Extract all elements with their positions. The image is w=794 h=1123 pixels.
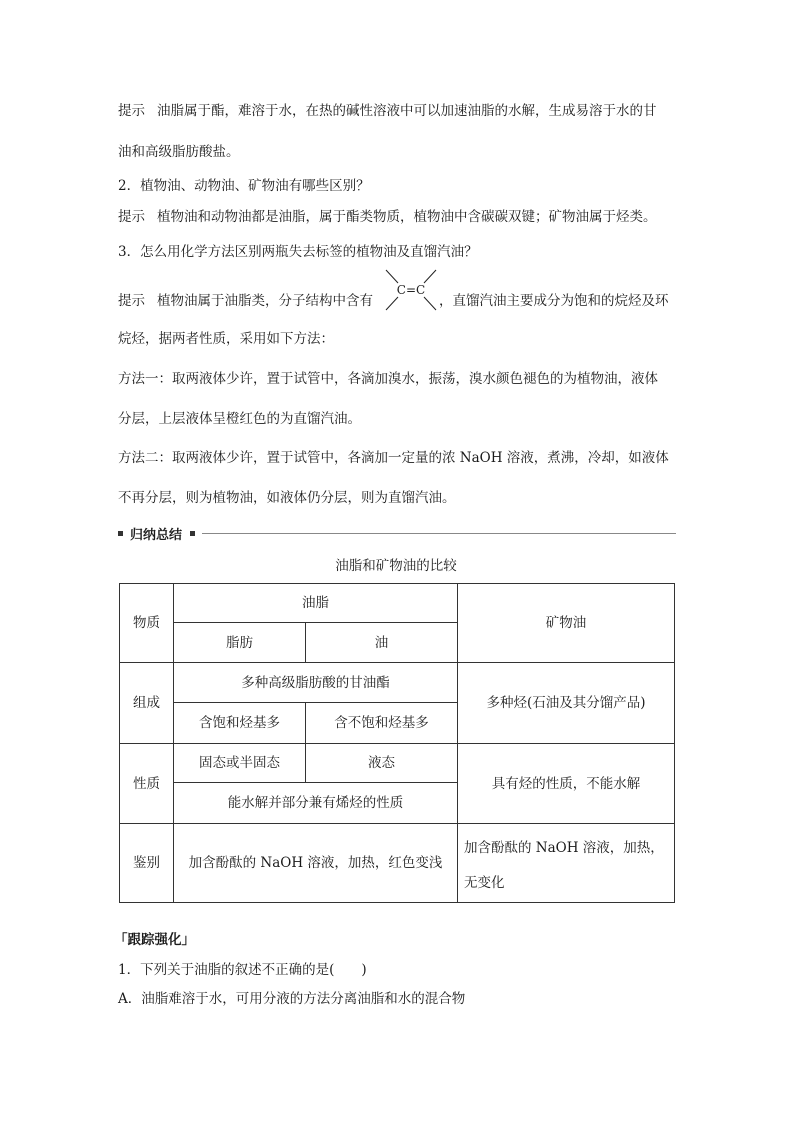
hint-text: 油脂属于酯，难溶于水，在热的碱性溶液中可以加速油脂的水解，生成易溶于水的甘 [157, 103, 657, 119]
hint-1-line-2: 油和高级脂肪酸盐。 [118, 144, 240, 160]
table-row [120, 663, 675, 703]
bond-line [424, 297, 436, 310]
hint-2 [118, 207, 657, 227]
composition-shared: 多种高级脂肪酸的甘油酯 [174, 663, 458, 703]
hint-label: 提示 [118, 209, 145, 225]
option-a: A．油脂难溶于水，可用分液的方法分离油脂和水的混合物 [118, 991, 466, 1007]
hint-3-line-2: 烷烃，据两者性质，采用如下方法： [118, 331, 334, 347]
property-shared: 能水解并部分兼有烯烃的性质 [174, 783, 458, 824]
composition-oil: 含不饱和烃基多 [306, 703, 458, 744]
hint-label: 提示 [118, 293, 145, 309]
header-mineral-oil: 矿物油 [458, 584, 675, 663]
question-3: 3．怎么用化学方法区别两瓶失去标签的植物油及直馏汽油？ [118, 244, 478, 260]
row-identification-label: 鉴别 [120, 824, 174, 903]
bond-line [386, 270, 398, 283]
identification-mineral-line-2: 无变化 [464, 875, 505, 891]
comparison-table [119, 583, 675, 903]
property-oil: 液态 [306, 744, 458, 783]
header-fat: 脂肪 [174, 623, 306, 663]
header-oil: 油 [306, 623, 458, 663]
follow-up-title: 「跟踪强化」 [114, 932, 195, 948]
molecule-formula: C=C [396, 283, 426, 297]
property-fat: 固态或半固态 [174, 744, 306, 783]
header-oil-fat: 油脂 [174, 584, 458, 623]
row-composition-label: 组成 [120, 663, 174, 744]
hint-1-line-1 [118, 101, 657, 121]
property-mineral: 具有烃的性质，不能水解 [458, 744, 675, 824]
bond-line [424, 270, 436, 283]
hint-text: 植物油属于油脂类，分子结构中含有 [157, 293, 373, 309]
square-bullet-icon [190, 531, 195, 536]
method-1-line-2: 分层，上层液体呈橙红色的为直馏汽油。 [118, 411, 361, 427]
carbon-double-bond-structure [380, 268, 442, 312]
composition-mineral: 多种烃(石油及其分馏产品) [458, 663, 675, 744]
hint-text: 植物油和动物油都是油脂，属于酯类物质，植物油中含碳碳双键；矿物油属于烃类。 [157, 209, 657, 225]
method-1-line-1: 方法一：取两液体少许，置于试管中，各滴加溴水，振荡，溴水颜色褪色的为植物油，液体 [118, 371, 658, 387]
summary-header [118, 526, 676, 542]
hint-text: ，直馏汽油主要成分为饱和的烷烃及环 [439, 293, 669, 309]
table-row [120, 584, 675, 623]
row-property-label: 性质 [120, 744, 174, 824]
identification-oil-fat: 加含酚酞的 NaOH 溶液，加热，红色变浅 [174, 824, 458, 903]
bond-line [386, 297, 398, 310]
identification-mineral [458, 824, 675, 903]
table-row [120, 824, 675, 903]
table-title: 油脂和矿物油的比较 [335, 558, 457, 574]
identification-mineral-line-1: 加含酚酞的 NaOH 溶液，加热， [464, 840, 664, 856]
question-1: 1．下列关于油脂的叙述不正确的是( ) [118, 962, 367, 978]
divider-line [202, 533, 676, 534]
square-bullet-icon [118, 531, 123, 536]
method-2-line-2: 不再分层，则为植物油，如液体仍分层，则为直馏汽油。 [118, 490, 456, 506]
question-2: 2．植物油、动物油、矿物油有哪些区别？ [118, 178, 370, 194]
table-row [120, 744, 675, 783]
header-substance: 物质 [120, 584, 174, 663]
composition-fat: 含饱和烃基多 [174, 703, 306, 744]
summary-title: 归纳总结 [130, 528, 183, 543]
method-2-line-1: 方法二：取两液体少许，置于试管中，各滴加一定量的浓 NaOH 溶液，煮沸，冷却，如液体 [118, 450, 669, 466]
hint-label: 提示 [118, 103, 145, 119]
